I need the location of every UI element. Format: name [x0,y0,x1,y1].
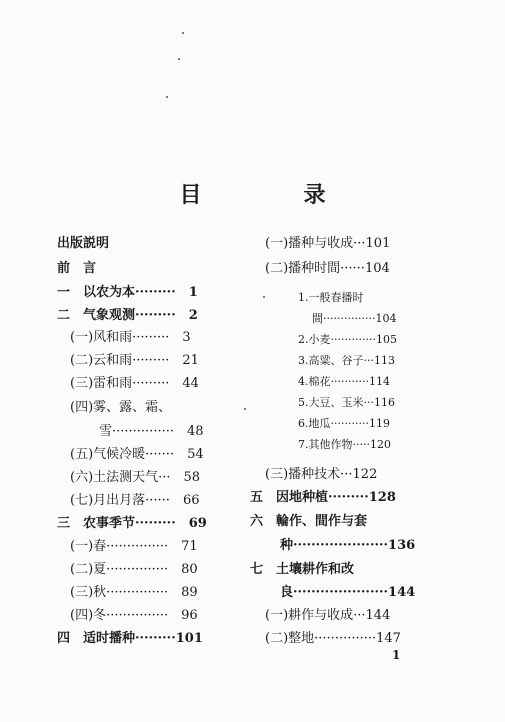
toc-entry: (二)夏··············· 80 [70,562,198,577]
toc-entry: 五 因地种植·········128 [250,490,396,505]
page-title: 目 录 [179,182,366,208]
scan-speck [178,58,180,60]
toc-entry: (一)风和雨········· 3 [70,330,191,345]
toc-entry: (二)整地···············147 [265,631,401,646]
page-number: 1 [392,648,401,662]
toc-entry: (一)春··············· 71 [70,539,198,554]
toc-entry: 四 适时播种·········101 [57,631,203,646]
toc-entry: (五)气候冷暖······· 54 [70,447,204,462]
toc-entry: (一)耕作与收成···144 [265,608,391,623]
scan-speck [166,96,168,98]
toc-entry: 前 言 [57,261,97,276]
toc-entry: 2.小麦·············105 [298,333,397,346]
toc-entry: 7.其他作物·····120 [298,438,391,451]
toc-entry: (一)播种与收成···101 [265,236,391,251]
toc-entry: 5.大豆、玉米···116 [298,396,395,409]
toc-entry: (七)月出月落······ 66 [70,493,200,508]
toc-entry: 出版説明 [57,236,110,251]
toc-entry: (三)雷和雨········· 44 [70,376,199,391]
toc-entry: 种·····················136 [280,538,416,553]
toc-entry: 七 土壤耕作和改 [250,562,355,577]
toc-entry: 二 气象观测········· 2 [57,308,198,323]
toc-entry: 三 农事季节········· 69 [57,516,207,531]
toc-entry: 4.棉花···········114 [298,375,390,388]
toc-entry: 3.高粱、谷子···113 [298,354,395,367]
toc-entry: 雪··············· 48 [99,424,204,439]
toc-entry: (四)冬··············· 96 [70,608,198,623]
toc-entry: 良·····················144 [280,585,416,600]
toc-entry: 6.地瓜···········119 [298,417,390,430]
toc-entry: (二)云和雨········· 21 [70,353,199,368]
toc-entry: 1.一般春播时 [298,291,364,304]
toc-entry: (四)雾、露、霜、 [70,400,172,415]
toc-entry: (二)播种时間······104 [265,261,390,276]
scan-speck [244,408,246,410]
toc-entry: 六 輪作、間作与套 [250,514,368,529]
toc-entry: (三)播种技术···122 [265,467,378,482]
toc-entry: 一 以农为本········· 1 [57,285,198,300]
scan-speck [182,32,184,34]
toc-entry: 間···············104 [312,312,397,325]
scan-speck [263,296,265,298]
toc-entry: (三)秋··············· 89 [70,585,198,600]
toc-entry: (六)土法测天气··· 58 [70,470,201,485]
